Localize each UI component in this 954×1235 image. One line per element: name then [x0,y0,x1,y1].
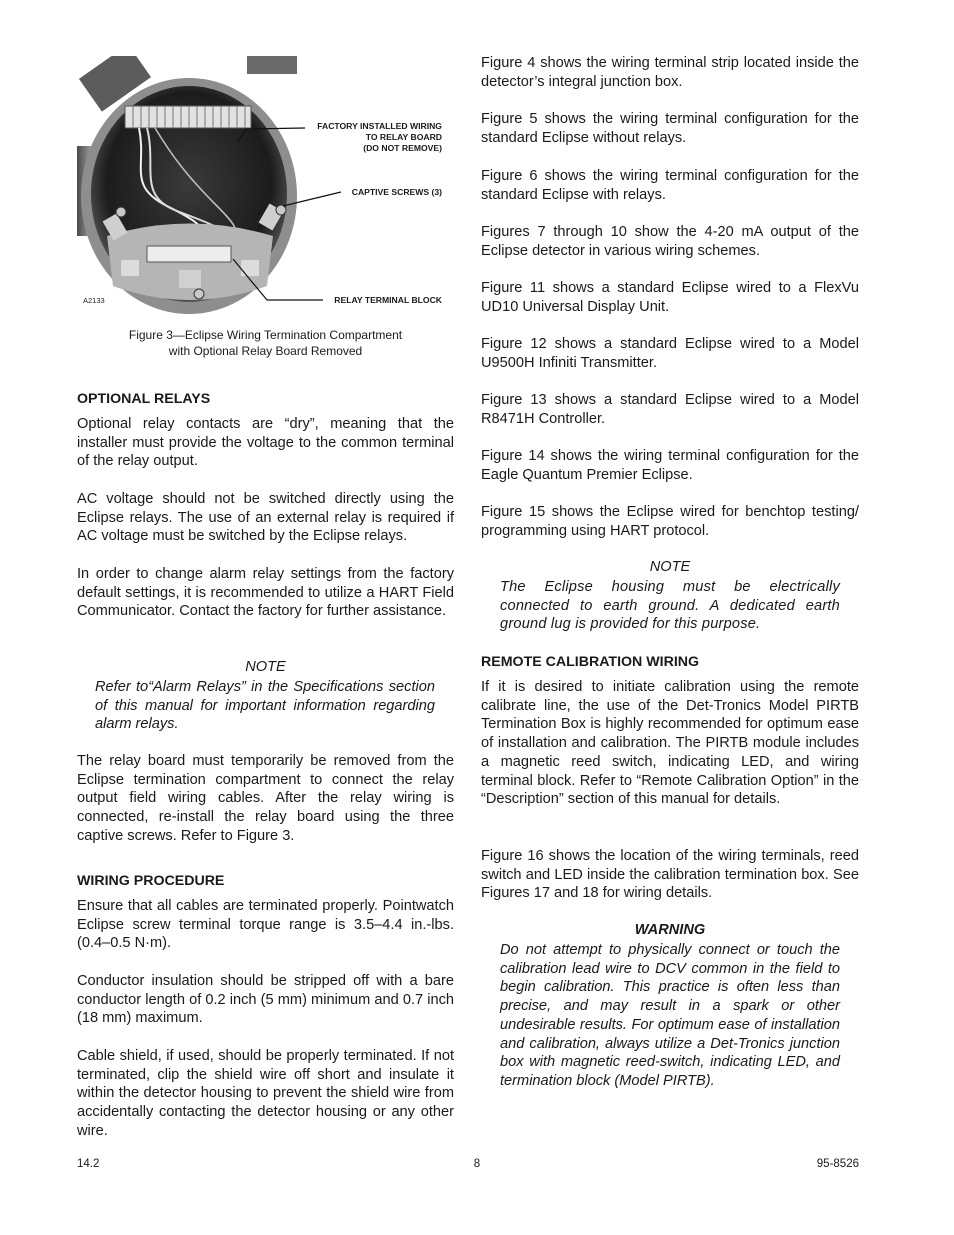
paragraph: Figure 11 shows a standard Eclipse wired to a FlexVu UD10 Universal Display Unit. [481,280,859,315]
paragraph: Figure 6 shows the wiring terminal configuration for the standard Eclipse with relays. [481,168,859,203]
paragraph: Figure 15 shows the Eclipse wired for benchtop testing/ programming using HART protocol. [481,504,859,539]
callout-relay-terminal-block: RELAY TERMINAL BLOCK [334,295,442,305]
paragraph: Optional relay contacts are “dry”, meaning that the installer must provide the voltage to the common terminal of the relay output. [77,416,454,470]
callout-captive-screws: CAPTIVE SCREWS (3) [351,187,442,197]
footer-page-number: 8 [473,1158,481,1170]
paragraph: Cable shield, if used, should be properly terminated. If not terminated, clip the shield wire off short and insulate it within the detector housing to prevent the shield wire from accidentally contacting the detector housing or any other wire. [77,1048,454,1139]
paragraph: Conductor insulation should be stripped off with a bare conductor length of 0.2 inch (5 mm) minimum and 0.7 inch (18 mm) maximum. [77,973,454,1027]
paragraph: Figure 4 shows the wiring terminal strip located inside the detector’s integral junction box. [481,55,859,90]
paragraph: Figure 14 shows the wiring terminal configuration for the Eagle Quantum Premier Eclipse. [481,448,859,483]
paragraph: If it is desired to initiate calibration using the remote calibrate line, the use of the Det-Tronics Model PIRTB Termination Box is highly recommended for optimum ease of installation and calibration. The PIRTB module includes a magnetic reed switch, indicating LED, and wiring terminal block. Refer to “Remote Calibration Option” in the “Description” section of this manual for details. [481,679,859,808]
figure-code: A2133 [83,296,105,305]
caption-line-1: Figure 3—Eclipse Wiring Termination Compartment [128,328,403,342]
footer-document-number: 95-8526 [816,1158,859,1170]
heading-optional-relays: OPTIONAL RELAYS [77,391,211,407]
paragraph: Figure 12 shows a standard Eclipse wired to a Model U9500H Infiniti Transmitter. [481,336,859,371]
note-body: The Eclipse housing must be electrically connected to earth ground. A dedicated earth ground lug is provided for this purpose. [500,579,840,633]
caption-line-2: with Optional Relay Board Removed [168,343,363,358]
paragraph: Figure 13 shows a standard Eclipse wired to a Model R8471H Controller. [481,392,859,427]
figure-3 [77,56,457,318]
figure-caption [77,328,454,359]
paragraph: Figure 5 shows the wiring terminal configuration for the standard Eclipse without relays. [481,111,859,146]
paragraph: Figures 7 through 10 show the 4-20 mA output of the Eclipse detector in various wiring schemes. [481,224,859,259]
note-title: NOTE [649,559,691,575]
paragraph: The relay board must temporarily be removed from the Eclipse termination compartment to connect the relay output field wiring cables. After the relay wiring is connected, re-install the relay board using the three captive screws. Refer to Figure 3. [77,753,454,844]
paragraph: Figure 16 shows the location of the wiring terminals, reed switch and LED inside the calibration termination box. See Figures 17 and 18 for wiring details. [481,848,859,902]
warning-title: WARNING [634,922,706,938]
callout-factory-wiring: FACTORY INSTALLED WIRING TO RELAY BOARD (DO NOT REMOVE) [317,121,442,153]
paragraph: In order to change alarm relay settings from the factory default settings, it is recommended to utilize a HART Field Communicator. Contact the factory for further assistance. [77,566,454,620]
note-body: Refer to“Alarm Relays” in the Specifications section of this manual for important information regarding alarm relays. [95,679,435,733]
note-title: NOTE [245,659,286,675]
paragraph: AC voltage should not be switched directly using the Eclipse relays. The use of an external relay is required if AC voltage must be switched by the Eclipse relays. [77,491,454,545]
heading-wiring-procedure: WIRING PROCEDURE [77,873,225,889]
heading-remote-calibration: REMOTE CALIBRATION WIRING [481,654,700,670]
footer-revision: 14.2 [77,1158,100,1170]
warning-body: Do not attempt to physically connect or touch the calibration lead wire to DCV common in the field to begin calibration. This practice is often less than precise, and may result in a spark or other undesirable results. For optimum ease of installation and calibration, always utilize a Det-Tronics junction box with magnetic reed-switch, indicating LED, and termination block (Model PIRTB). [500,942,840,1089]
paragraph: Ensure that all cables are terminated properly. Pointwatch Eclipse screw terminal torque range is 3.5–4.4 in.-lbs. (0.4–0.5 N·m). [77,898,454,952]
